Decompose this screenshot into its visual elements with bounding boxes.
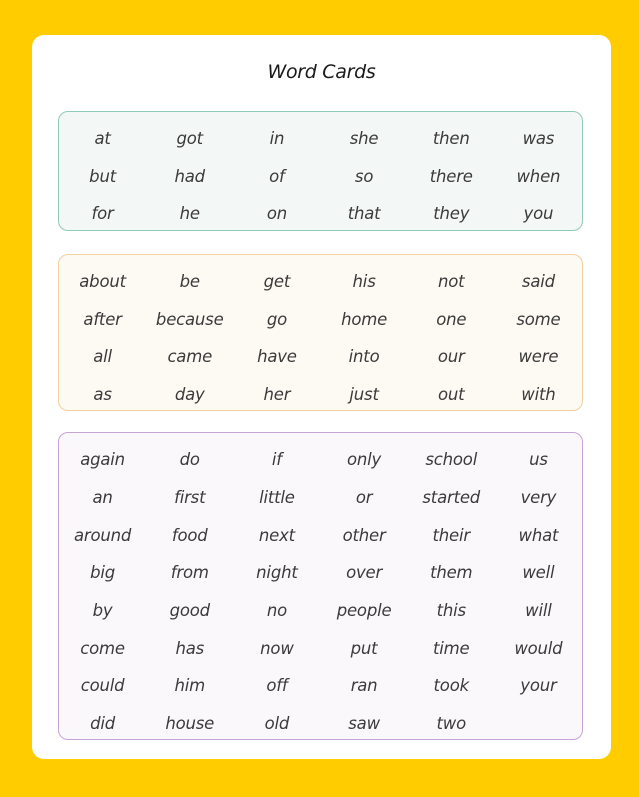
word-card: with [521,384,556,404]
word-card: us [529,450,548,470]
word-card: this [436,601,466,621]
word-card: if [271,450,282,470]
word-card: their [432,525,470,545]
word-group-3 [58,432,583,740]
word-card: she [349,129,379,149]
word-card: go [266,309,287,329]
word-card: on [266,204,287,224]
word-card: first [174,488,206,508]
word-card: said [521,272,555,292]
word-card: people [336,601,392,621]
word-card: be [179,272,200,292]
word-card: were [518,347,559,367]
word-card: him [174,676,205,696]
word-card: just [349,384,379,404]
word-card: an [92,488,113,508]
word-card: off [266,676,288,696]
word-card: put [350,638,378,658]
word-card: come [80,638,125,658]
word-card: big [90,563,116,583]
word-card: other [342,525,386,545]
word-card: your [520,676,557,696]
word-card: one [436,309,467,329]
word-card: night [256,563,298,583]
word-card: could [80,676,125,696]
word-card: they [433,204,470,224]
word-card: house [165,714,215,734]
word-card: so [354,166,374,186]
word-card: only [347,450,382,470]
word-card: over [346,563,383,583]
word-card: little [259,488,295,508]
word-card: our [437,347,465,367]
word-card: not [438,272,465,292]
word-card: was [522,129,555,149]
word-grid [59,441,582,743]
word-grid [59,263,582,413]
word-card: out [438,384,465,404]
word-card: next [258,525,295,545]
word-card: ran [350,676,378,696]
word-card: now [260,638,294,658]
word-card: his [352,272,376,292]
word-card: good [169,601,210,621]
word-card: them [430,563,473,583]
word-card: there [429,166,473,186]
word-card: when [516,166,561,186]
word-card: have [257,347,297,367]
word-cards-sheet [32,35,611,759]
word-card: saw [348,714,380,734]
word-card: had [174,166,205,186]
page-title: Word Cards [267,61,376,83]
word-card: did [90,714,116,734]
word-card: do [179,450,200,470]
word-group-2 [58,254,583,411]
word-card: time [433,638,470,658]
word-card: after [83,309,122,329]
word-card: as [93,384,112,404]
word-card: because [155,309,224,329]
word-card: by [92,601,113,621]
word-card: has [175,638,205,658]
word-card: around [73,525,132,545]
word-card: for [91,204,114,224]
word-card: he [179,204,200,224]
word-card: but [89,166,116,186]
word-card: came [167,347,213,367]
word-grid [59,120,582,233]
word-card: or [355,488,373,508]
word-card: of [269,166,285,186]
word-card: will [525,601,552,621]
word-card: get [263,272,291,292]
word-card: into [348,347,380,367]
word-card: took [433,676,469,696]
word-card: got [176,129,203,149]
word-card: would [514,638,563,658]
word-card: all [93,347,112,367]
word-card: again [80,450,125,470]
word-card: day [174,384,205,404]
word-card: two [436,714,466,734]
word-card: food [171,525,208,545]
word-card: started [422,488,481,508]
word-card: no [266,601,287,621]
word-card: home [341,309,388,329]
word-card: old [264,714,290,734]
word-card: then [432,129,470,149]
word-group-1 [58,111,583,231]
word-card: her [263,384,291,404]
word-card: what [518,525,559,545]
word-card: that [347,204,381,224]
word-card: at [94,129,111,149]
word-card: from [170,563,209,583]
word-card: very [520,488,557,508]
word-card: in [269,129,285,149]
word-card: you [523,204,554,224]
word-card: some [516,309,561,329]
word-card: about [79,272,126,292]
word-card: well [522,563,555,583]
word-card: school [425,450,478,470]
